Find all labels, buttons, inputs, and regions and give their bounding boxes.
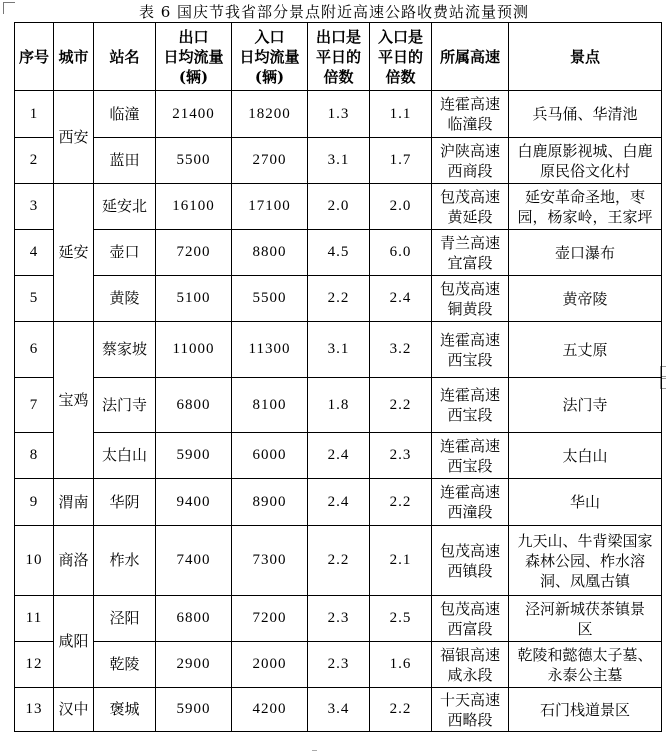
page-bottom-mark	[312, 750, 317, 756]
cell-seq: 4	[15, 230, 54, 276]
cell-entry-ratio: 2.4	[370, 276, 432, 322]
cell-station: 太白山	[94, 433, 156, 479]
table-row	[15, 230, 662, 276]
cell-scenic: 乾陵和懿德太子墓、 永泰公主墓	[509, 642, 662, 688]
cell-exit-flow: 6800	[156, 378, 232, 433]
cell-entry-flow: 8900	[232, 479, 308, 526]
cell-highway: 包茂高速 铜黄段	[432, 276, 509, 322]
traffic-forecast-table	[14, 22, 662, 732]
cell-station: 法门寺	[94, 378, 156, 433]
cell-seq: 8	[15, 433, 54, 479]
cell-entry-ratio: 1.6	[370, 642, 432, 688]
header-station: 站名	[94, 23, 156, 91]
cell-exit-ratio: 1.3	[308, 91, 370, 138]
cell-seq: 2	[15, 138, 54, 184]
cell-entry-flow: 2000	[232, 642, 308, 688]
cell-station: 褒城	[94, 688, 156, 732]
cell-exit-flow: 5100	[156, 276, 232, 322]
cell-scenic: 法门寺	[509, 378, 662, 433]
cell-scenic: 石门栈道景区	[509, 688, 662, 732]
cell-exit-ratio: 2.0	[308, 184, 370, 230]
cell-exit-flow: 6800	[156, 596, 232, 642]
cell-station: 柞水	[94, 526, 156, 596]
cell-highway: 十天高速 西略段	[432, 688, 509, 732]
cell-entry-flow: 4200	[232, 688, 308, 732]
cell-entry-flow: 11300	[232, 322, 308, 378]
header-exit-ratio: 出口是 平日的 倍数	[308, 23, 370, 91]
cell-scenic: 延安革命圣地，枣 园，杨家岭，王家坪	[509, 184, 662, 230]
cell-highway: 连霍高速 西宝段	[432, 322, 509, 378]
header-highway: 所属高速	[432, 23, 509, 91]
table-row	[15, 91, 662, 138]
table-row	[15, 596, 662, 642]
cell-exit-flow: 2900	[156, 642, 232, 688]
cell-highway: 连霍高速 西宝段	[432, 378, 509, 433]
cell-scenic: 白鹿原影视城、白鹿 原民俗文化村	[509, 138, 662, 184]
cell-seq: 7	[15, 378, 54, 433]
table-row	[15, 688, 662, 732]
header-scenic: 景点	[509, 23, 662, 91]
cell-seq: 13	[15, 688, 54, 732]
header-entry-flow: 入口 日均流量 (辆)	[232, 23, 308, 91]
cell-entry-flow: 5500	[232, 276, 308, 322]
cell-seq: 11	[15, 596, 54, 642]
cell-entry-flow: 8100	[232, 378, 308, 433]
header-entry-ratio: 入口是 平日的 倍数	[370, 23, 432, 91]
cell-entry-flow: 7200	[232, 596, 308, 642]
cell-entry-ratio: 1.7	[370, 138, 432, 184]
cell-station: 延安北	[94, 184, 156, 230]
table-row	[15, 322, 662, 378]
table-caption: 表 6 国庆节我省部分景点附近高速公路收费站流量预测	[138, 3, 530, 21]
header-city: 城市	[54, 23, 94, 91]
table-row	[15, 378, 662, 433]
cell-exit-ratio: 2.4	[308, 479, 370, 526]
cell-exit-flow: 16100	[156, 184, 232, 230]
cell-station: 泾阳	[94, 596, 156, 642]
cell-highway: 福银高速 咸永段	[432, 642, 509, 688]
cell-highway: 青兰高速 宜富段	[432, 230, 509, 276]
cell-scenic: 黄帝陵	[509, 276, 662, 322]
cell-entry-flow: 8800	[232, 230, 308, 276]
table-row	[15, 433, 662, 479]
cell-exit-ratio: 2.4	[308, 433, 370, 479]
cell-exit-flow: 5900	[156, 688, 232, 732]
cell-exit-flow: 21400	[156, 91, 232, 138]
cell-exit-ratio: 3.1	[308, 138, 370, 184]
cell-city: 汉中	[54, 688, 94, 732]
cell-entry-ratio: 2.2	[370, 378, 432, 433]
cell-exit-ratio: 2.3	[308, 596, 370, 642]
cell-exit-ratio: 2.2	[308, 276, 370, 322]
cell-highway: 包茂高速 西富段	[432, 596, 509, 642]
cell-highway: 包茂高速 黄延段	[432, 184, 509, 230]
cell-exit-ratio: 2.3	[308, 642, 370, 688]
cell-seq: 9	[15, 479, 54, 526]
cell-scenic: 五丈原	[509, 322, 662, 378]
cell-exit-ratio: 4.5	[308, 230, 370, 276]
cell-station: 蔡家坡	[94, 322, 156, 378]
header-row	[15, 23, 662, 91]
cell-city: 商洛	[54, 526, 94, 596]
cell-city: 西安	[54, 91, 94, 184]
cell-scenic: 太白山	[509, 433, 662, 479]
header-seq: 序号	[15, 23, 54, 91]
cell-station: 临潼	[94, 91, 156, 138]
cell-exit-ratio: 2.2	[308, 526, 370, 596]
cell-exit-ratio: 3.1	[308, 322, 370, 378]
cell-seq: 10	[15, 526, 54, 596]
cell-highway: 连霍高速 西宝段	[432, 433, 509, 479]
cell-entry-ratio: 2.0	[370, 184, 432, 230]
cell-entry-ratio: 1.1	[370, 91, 432, 138]
cell-scenic: 兵马俑、华清池	[509, 91, 662, 138]
cell-station: 黄陵	[94, 276, 156, 322]
cell-entry-ratio: 2.2	[370, 479, 432, 526]
cell-station: 蓝田	[94, 138, 156, 184]
cell-exit-flow: 5900	[156, 433, 232, 479]
cell-seq: 1	[15, 91, 54, 138]
cell-scenic: 九天山、牛背梁国家 森林公园、柞水溶 洞、凤凰古镇	[509, 526, 662, 596]
cell-highway: 连霍高速 西潼段	[432, 479, 509, 526]
cell-exit-ratio: 1.8	[308, 378, 370, 433]
cell-exit-ratio: 3.4	[308, 688, 370, 732]
cell-city: 延安	[54, 184, 94, 322]
cell-station: 华阴	[94, 479, 156, 526]
cell-station: 乾陵	[94, 642, 156, 688]
cell-scenic: 泾河新城茯茶镇景 区	[509, 596, 662, 642]
cell-exit-flow: 11000	[156, 322, 232, 378]
table-row	[15, 138, 662, 184]
cell-highway: 沪陕高速 西商段	[432, 138, 509, 184]
cell-highway: 连霍高速 临潼段	[432, 91, 509, 138]
cell-entry-ratio: 2.3	[370, 433, 432, 479]
cell-scenic: 华山	[509, 479, 662, 526]
table-row	[15, 526, 662, 596]
cell-highway: 包茂高速 西镇段	[432, 526, 509, 596]
cell-entry-ratio: 2.5	[370, 596, 432, 642]
cell-exit-flow: 5500	[156, 138, 232, 184]
table-row	[15, 642, 662, 688]
cell-city: 咸阳	[54, 596, 94, 688]
table-row	[15, 276, 662, 322]
cell-entry-ratio: 6.0	[370, 230, 432, 276]
cell-seq: 12	[15, 642, 54, 688]
cell-city: 渭南	[54, 479, 94, 526]
cell-seq: 3	[15, 184, 54, 230]
header-exit-flow: 出口 日均流量 (辆)	[156, 23, 232, 91]
table-row	[15, 479, 662, 526]
cell-entry-ratio: 3.2	[370, 322, 432, 378]
cell-entry-ratio: 2.2	[370, 688, 432, 732]
table-row	[15, 184, 662, 230]
cell-exit-flow: 9400	[156, 479, 232, 526]
cell-seq: 5	[15, 276, 54, 322]
cell-entry-flow: 7300	[232, 526, 308, 596]
cell-entry-ratio: 2.1	[370, 526, 432, 596]
cell-seq: 6	[15, 322, 54, 378]
cell-entry-flow: 2700	[232, 138, 308, 184]
cell-exit-flow: 7200	[156, 230, 232, 276]
cell-city: 宝鸡	[54, 322, 94, 479]
cell-scenic: 壶口瀑布	[509, 230, 662, 276]
cell-entry-flow: 17100	[232, 184, 308, 230]
cell-entry-flow: 6000	[232, 433, 308, 479]
cell-exit-flow: 7400	[156, 526, 232, 596]
cell-station: 壶口	[94, 230, 156, 276]
cell-entry-flow: 18200	[232, 91, 308, 138]
